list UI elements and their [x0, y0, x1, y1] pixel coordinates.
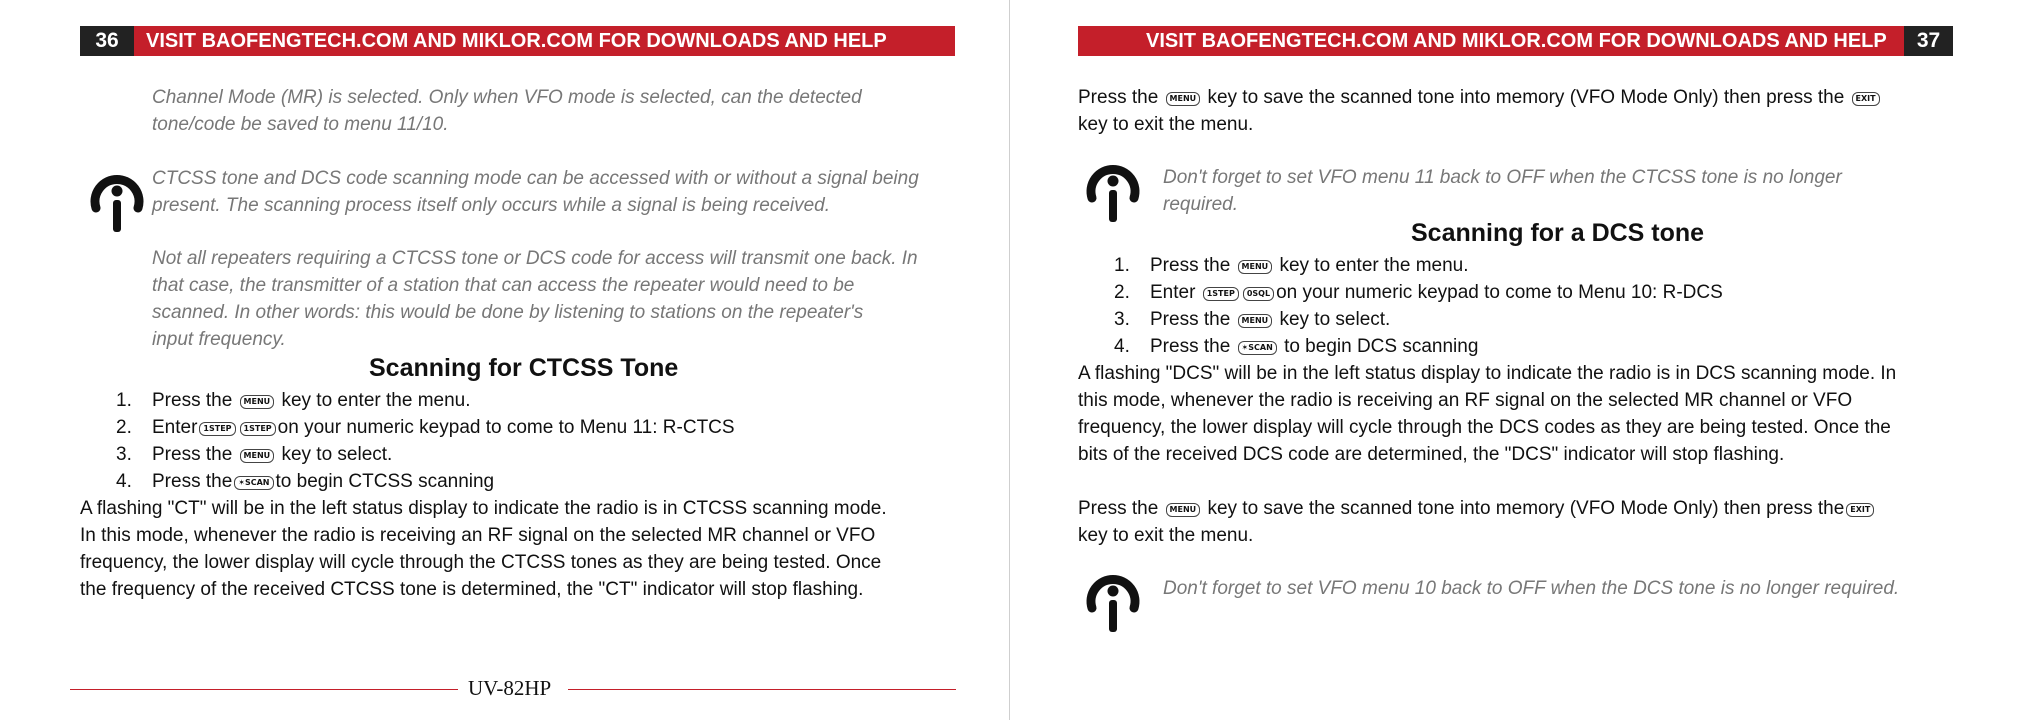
step-number: 4.: [1114, 336, 1130, 357]
step-number: 1.: [1114, 255, 1130, 276]
left-step-2: [116, 414, 735, 441]
right-step-4: [1114, 333, 1478, 360]
step-number: 1.: [116, 390, 132, 411]
step-text-post: on your numeric keypad to come to Menu 11: R-CTCS: [277, 417, 735, 438]
left-note-3-line-1: Not all repeaters requiring a CTCSS tone or DCS code for access will transmit one back. In: [152, 248, 918, 269]
step-number: 2.: [1114, 282, 1130, 303]
one-step-key-icon: 1STEP: [1203, 287, 1239, 301]
exit-key-icon: EXIT: [1846, 503, 1874, 517]
right-section-heading: Scanning for a DCS tone: [1411, 219, 1705, 247]
step-number: 2.: [116, 417, 132, 438]
left-note-2-line-2: present. The scanning process itself only occurs while a signal is being received.: [152, 195, 831, 216]
menu-key-icon: MENU: [1166, 503, 1201, 517]
left-section-heading: Scanning for CTCSS Tone: [369, 354, 679, 382]
para-text: Press the: [1078, 87, 1159, 108]
step-text-pre: Press the: [1150, 255, 1231, 276]
step-number: 3.: [116, 444, 132, 465]
right-step-2: [1114, 279, 1723, 306]
left-note-1-line-1: Channel Mode (MR) is selected. Only when VFO mode is selected, can the detected: [152, 87, 862, 108]
right-step-3: [1114, 306, 1390, 333]
right-para-1-line-1: [1078, 84, 1882, 111]
right-para-2-line-1: [1078, 495, 1876, 522]
step-text-post: to begin CTCSS scanning: [275, 471, 495, 492]
step-text-pre: Press the: [1150, 336, 1231, 357]
para-text: key to save the scanned tone into memory (VFO Mode Only) then press the: [1207, 498, 1845, 519]
info-icon: [1080, 150, 1146, 230]
right-header-bar: [1078, 26, 1953, 56]
scan-key-icon: ✶SCAN: [1238, 341, 1277, 355]
step-number: 3.: [1114, 309, 1130, 330]
step-text-pre: Press the: [1150, 309, 1231, 330]
one-step-key-icon: 1STEP: [240, 422, 276, 436]
left-step-4: [116, 468, 494, 495]
menu-key-icon: MENU: [240, 449, 275, 463]
left-note-3-line-4: input frequency.: [152, 329, 286, 350]
right-note-1-line-1: Don't forget to set VFO menu 11 back to OFF when the CTCSS tone is no longer: [1163, 167, 1842, 188]
left-paragraph-line-1: A flashing "CT" will be in the left status display to indicate the radio is in CTCSS scanning mode.: [80, 498, 887, 519]
step-text-pre: Press the: [152, 444, 233, 465]
right-paragraph-line-3: frequency, the lower display will cycle through the DCS codes as they are being tested. Once the: [1078, 417, 1891, 438]
right-note-2: Don't forget to set VFO menu 10 back to OFF when the DCS tone is no longer required.: [1163, 578, 1900, 599]
right-page-number: 37: [1904, 26, 1953, 56]
left-paragraph-line-2: In this mode, whenever the radio is receiving an RF signal on the selected MR channel or VFO: [80, 525, 876, 546]
info-icon: [1080, 560, 1146, 640]
step-text-pre: Press the: [152, 471, 233, 492]
right-step-1: [1114, 252, 1469, 279]
step-text-post: to begin DCS scanning: [1284, 336, 1479, 357]
page-divider: [1009, 0, 1010, 720]
left-step-1: [116, 387, 471, 414]
left-paragraph-line-4: the frequency of the received CTCSS tone is determined, the "CT" indicator will stop flashing.: [80, 579, 864, 600]
right-paragraph-line-4: bits of the received DCS code are determined, the "DCS" indicator will stop flashing.: [1078, 444, 1785, 465]
para-text: Press the: [1078, 498, 1159, 519]
left-paragraph-line-3: frequency, the lower display will cycle through the CTCSS tones as they are being tested. Once: [80, 552, 882, 573]
menu-key-icon: MENU: [1238, 260, 1273, 274]
step-text-post: on your numeric keypad to come to Menu 10: R-DCS: [1276, 282, 1723, 303]
left-page-number: 36: [80, 26, 134, 56]
menu-key-icon: MENU: [240, 395, 275, 409]
step-text-pre: Enter: [152, 417, 198, 438]
right-paragraph-line-2: this mode, whenever the radio is receiving an RF signal on the selected MR channel or VFO: [1078, 390, 1853, 411]
zero-sql-key-icon: 0SQL: [1243, 287, 1274, 301]
footer-model: UV-82HP: [468, 676, 552, 700]
step-text-pre: Press the: [152, 390, 233, 411]
scan-key-icon: ✶SCAN: [234, 476, 273, 490]
left-note-1-line-2: tone/code be saved to menu 11/10.: [152, 114, 449, 135]
right-para-2-line-2: key to exit the menu.: [1078, 525, 1254, 546]
menu-key-icon: MENU: [1166, 92, 1201, 106]
step-text-post: key to enter the menu.: [1279, 255, 1469, 276]
step-text-pre: Enter: [1150, 282, 1196, 303]
footer-rule-right: [568, 689, 956, 690]
right-header-text: VISIT BAOFENGTECH.COM AND MIKLOR.COM FOR DOWNLOADS AND HELP: [1146, 30, 1887, 52]
menu-key-icon: MENU: [1238, 314, 1273, 328]
step-number: 4.: [116, 471, 132, 492]
one-step-key-icon: 1STEP: [199, 422, 235, 436]
right-note-1-line-2: required.: [1163, 194, 1238, 215]
step-text-post: key to select.: [281, 444, 393, 465]
exit-key-icon: EXIT: [1852, 92, 1880, 106]
footer-rule-left: [70, 689, 458, 690]
left-note-2-line-1: CTCSS tone and DCS code scanning mode can be accessed with or without a signal being: [152, 168, 919, 189]
left-header-text: VISIT BAOFENGTECH.COM AND MIKLOR.COM FOR DOWNLOADS AND HELP: [146, 30, 887, 52]
right-para-1-line-2: key to exit the menu.: [1078, 114, 1254, 135]
left-note-3-line-3: scanned. In other words: this would be done by listening to stations on the repeater's: [152, 302, 864, 323]
step-text-post: key to enter the menu.: [281, 390, 471, 411]
step-text-post: key to select.: [1279, 309, 1391, 330]
right-paragraph-line-1: A flashing "DCS" will be in the left status display to indicate the radio is in DCS scanning mode. In: [1078, 363, 1897, 384]
left-note-3-line-2: that case, the transmitter of a station that can access the repeater would need to be: [152, 275, 855, 296]
left-step-3: [116, 441, 392, 468]
para-text: key to save the scanned tone into memory (VFO Mode Only) then press the: [1207, 87, 1845, 108]
info-icon: [84, 160, 150, 240]
left-header-bar: [80, 26, 955, 56]
